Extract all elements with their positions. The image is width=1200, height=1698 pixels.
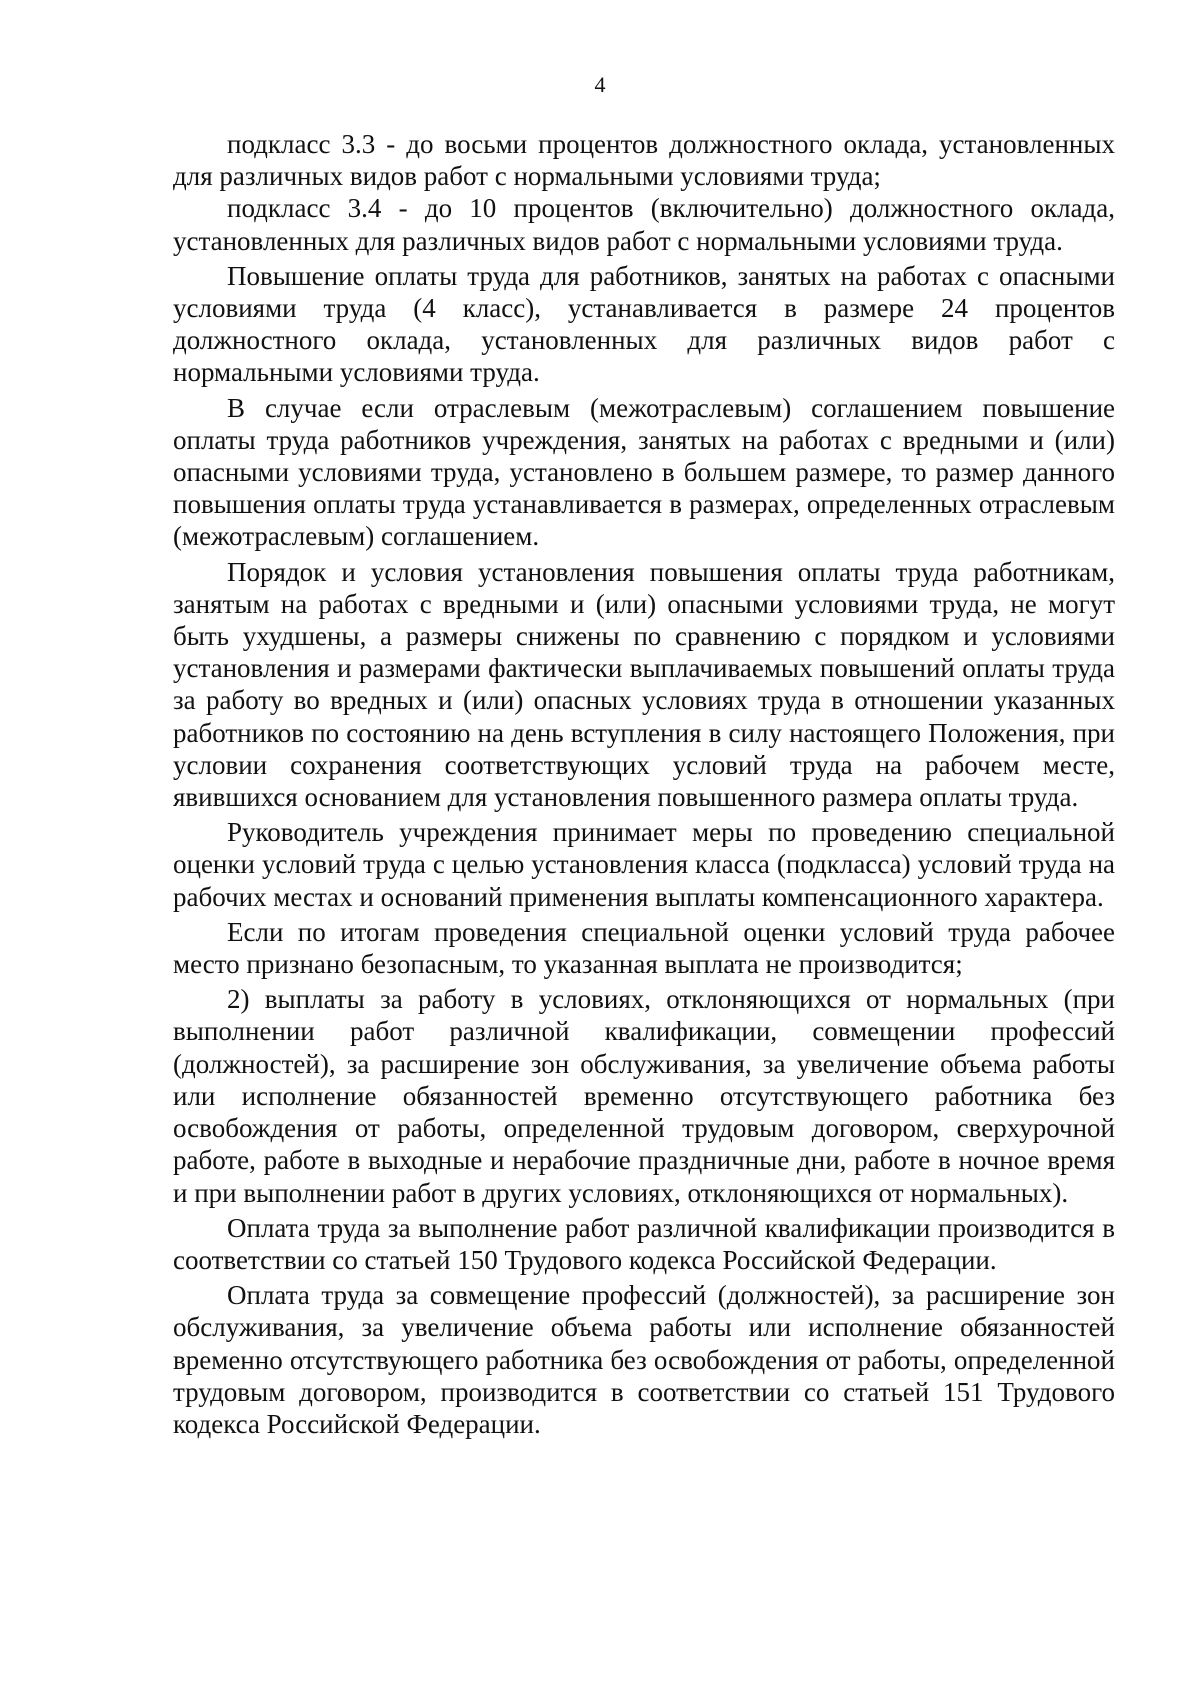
paragraph-dangerous-conditions: Повышение оплаты труда для работников, занятых на работах с опасными условиями труда (4 класс), устанавливается в размере 24 процентов должностного оклада, установленных для различных видов работ с нормальными условиями труда. <box>173 260 1115 388</box>
paragraph-article-151: Оплата труда за совмещение профессий (должностей), за расширение зон обслуживания, за увеличение объема работы или исполнение обязанностей временно отсутствующего работника без освобождения от работы, определенной трудовым договором, производится в соответствии со статьей 151 Трудового кодекса Российской Федерации. <box>173 1280 1115 1439</box>
paragraph-abnormal-conditions: 2) выплаты за работу в условиях, отклоняющихся от нормальных (при выполнении работ различной квалификации, совмещении профессий (должностей), за расширение зон обслуживания, за увеличение объема работы или исполнение обязанностей временно отсутствующего работника без освобождения от работы, определенной трудовым договором, сверхурочной работе, работе в выходные и нерабочие праздничные дни, работе в ночное время и при выполнении работ в других условиях, отклоняющихся от нормальных). <box>173 984 1115 1208</box>
paragraph-subclass-3-4: подкласс 3.4 - до 10 процентов (включительно) должностного оклада, установленных для различных видов работ с нормальными условиями труда. <box>173 193 1115 256</box>
paragraph-special-assessment: Руководитель учреждения принимает меры по проведению специальной оценки условий труда с целью установления класса (подкласса) условий труда на рабочих местах и оснований применения выплаты компенсационного характера. <box>173 817 1115 912</box>
page-number: 4 <box>594 72 606 97</box>
paragraph-subclass-3-3: подкласс 3.3 - до восьми процентов должностного оклада, установленных для различных видов работ с нормальными условиями труда; <box>173 129 1115 192</box>
paragraph-industry-agreement: В случае если отраслевым (межотраслевым) соглашением повышение оплаты труда работников учреждения, занятых на работах с вредными и (или) опасными условиями труда, установлено в большем размере, то размер данного повышения оплаты труда устанавливается в размерах, определенных отраслевым (межотраслевым) соглашением. <box>173 392 1115 552</box>
paragraph-article-150: Оплата труда за выполнение работ различной квалификации производится в соответствии со статьей 150 Трудового кодекса Российской Федерации. <box>173 1212 1115 1275</box>
paragraph-procedure-conditions: Порядок и условия установления повышения оплаты труда работникам, занятым на работах с вредными и (или) опасными условиями труда, не могут быть ухудшены, а размеры снижены по сравнению с порядком и условиями установления и размерами фактически выплачиваемых повышений оплаты труда за работу во вредных и (или) опасных условиях труда в отношении указанных работников по состоянию на день вступления в силу настоящего Положения, при условии сохранения соответствующих условий труда на рабочем месте, явившихся основанием для установления повышенного размера оплаты труда. <box>173 556 1115 813</box>
document-body <box>173 128 1115 1440</box>
paragraph-safe-workplace: Если по итогам проведения специальной оценки условий труда рабочее место признано безопасным, то указанная выплата не производится; <box>173 916 1115 980</box>
